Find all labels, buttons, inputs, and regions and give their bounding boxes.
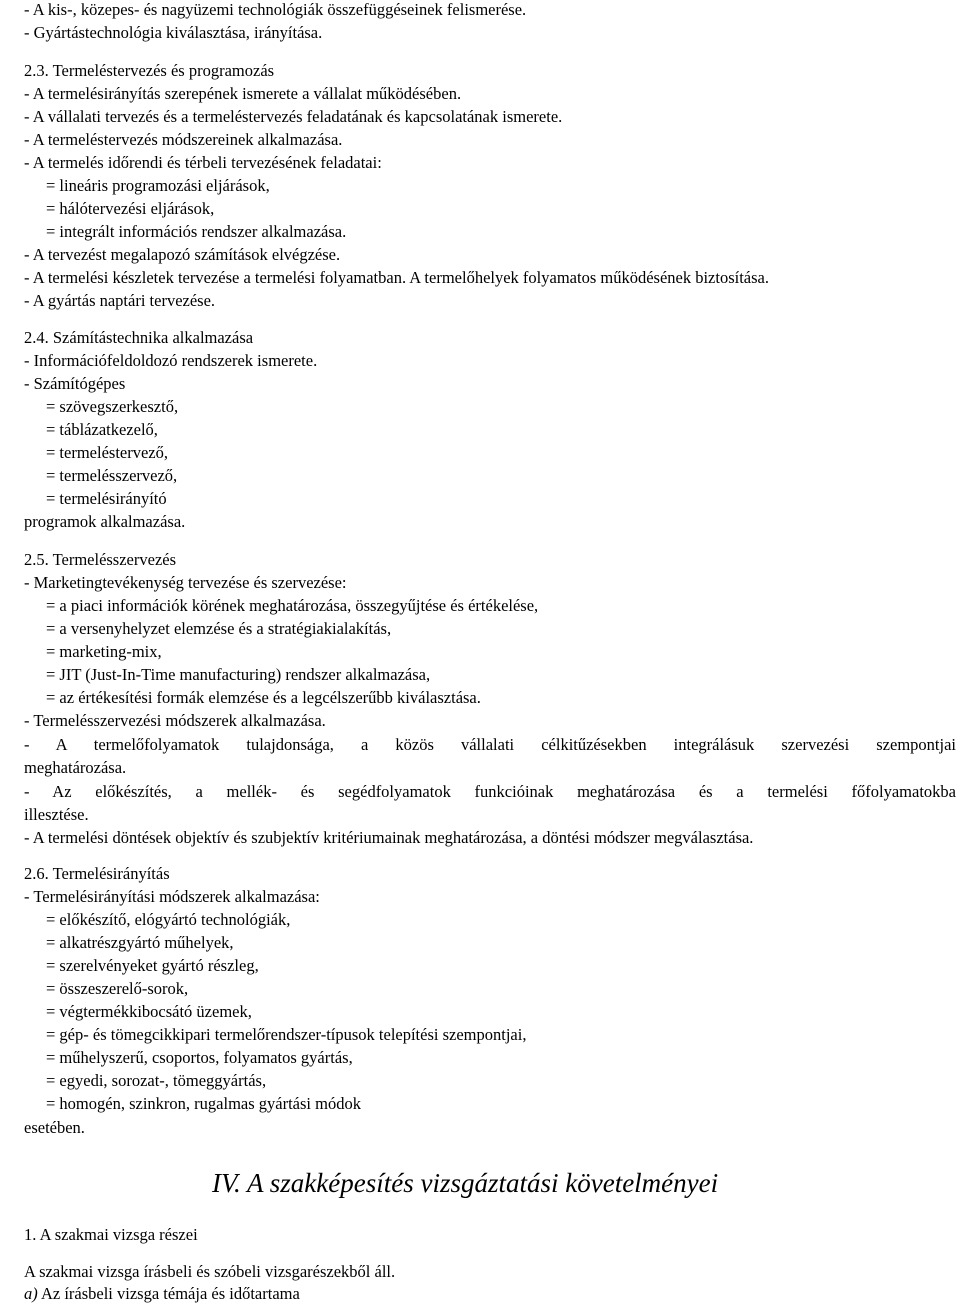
text-line: - Számítógépes xyxy=(24,374,126,393)
text-line: - A tervezést megalapozó számítások elvégzése. xyxy=(24,245,341,264)
section-heading-2-4: 2.4. Számítástechnika alkalmazása xyxy=(24,328,254,347)
text-line-justified: - A termelőfolyamatok tulajdonsága, a közös vállalati célkitűzésekben integrálásuk szervezési szempontjai xyxy=(24,735,956,754)
list-item: = integrált információs rendszer alkalmazása. xyxy=(46,222,347,241)
list-item: = egyedi, sorozat-, tömeggyártás, xyxy=(46,1071,267,1090)
text-line: - Gyártástechnológia kiválasztása, irányítása. xyxy=(24,23,323,42)
list-item: = lineáris programozási eljárások, xyxy=(46,176,270,195)
list-item: = gép- és tömegcikkipari termelőrendszer-típusok telepítési szempontjai, xyxy=(46,1025,527,1044)
list-item: = marketing-mix, xyxy=(46,642,162,661)
list-item: = szerelvényeket gyártó részleg, xyxy=(46,956,259,975)
list-item: = termelésszervező, xyxy=(46,466,178,485)
intro-text: A szakmai vizsga írásbeli és szóbeli vizsgarészekből áll. xyxy=(24,1262,396,1281)
list-item: = homogén, szinkron, rugalmas gyártási módok xyxy=(46,1094,361,1113)
sub-item-text: Az írásbeli vizsga témája és időtartama xyxy=(37,1284,300,1303)
chapter-title: IV. A szakképesítés vizsgáztatási követelményei xyxy=(212,1168,719,1198)
text-line-justified: - Az előkészítés, a mellék- és segédfolyamatok funkcióinak meghatározása és a termelési főfolyamatokba xyxy=(24,782,956,801)
sub-item-line xyxy=(24,1284,300,1304)
text-line: - A termelés időrendi és térbeli tervezésének feladatai: xyxy=(24,153,382,172)
list-item: = műhelyszerű, csoportos, folyamatos gyártás, xyxy=(46,1048,353,1067)
list-item: = a versenyhelyzet elemzése és a stratégiakialakítás, xyxy=(46,619,392,638)
list-item: = termelésirányító xyxy=(46,489,167,508)
section-heading-2-5: 2.5. Termelésszervezés xyxy=(24,550,177,569)
text-line: illesztése. xyxy=(24,805,89,824)
text-line: - A vállalati tervezés és a termeléstervezés feladatának és kapcsolatának ismerete. xyxy=(24,107,563,126)
text-line: - Információfeldoldozó rendszerek ismerete. xyxy=(24,351,318,370)
list-item: = hálótervezési eljárások, xyxy=(46,199,215,218)
text-line: - Termelésirányítási módszerek alkalmazása: xyxy=(24,887,320,906)
list-item: = szövegszerkesztő, xyxy=(46,397,179,416)
text-line: - A kis-, közepes- és nagyüzemi technológiák összefüggéseinek felismerése. xyxy=(24,0,527,19)
list-item: = a piaci információk körének meghatározása, összegyűjtése és értékelése, xyxy=(46,596,539,615)
text-line: esetében. xyxy=(24,1118,85,1137)
text-line: - A termelésirányítás szerepének ismerete a vállalat működésében. xyxy=(24,84,462,103)
list-item: = alkatrészgyártó műhelyek, xyxy=(46,933,234,952)
sub-item-marker: a) xyxy=(24,1284,38,1303)
list-item: = előkészítő, elógyártó technológiák, xyxy=(46,910,291,929)
section-heading-1: 1. A szakmai vizsga részei xyxy=(24,1225,198,1244)
list-item: = táblázatkezelő, xyxy=(46,420,158,439)
text-line: - Marketingtevékenység tervezése és szervezése: xyxy=(24,573,347,592)
text-line: - A termelési döntések objektív és szubjektív kritériumainak meghatározása, a döntési módszer megválasztása. xyxy=(24,828,754,847)
list-item: = termeléstervező, xyxy=(46,443,168,462)
list-item: = az értékesítési formák elemzése és a legcélszerűbb kiválasztása. xyxy=(46,688,481,707)
section-heading-2-3: 2.3. Termeléstervezés és programozás xyxy=(24,61,275,80)
text-line: - A termeléstervezés módszereinek alkalmazása. xyxy=(24,130,343,149)
text-line: programok alkalmazása. xyxy=(24,512,186,531)
list-item: = összeszerelő-sorok, xyxy=(46,979,189,998)
list-item: = végtermékkibocsátó üzemek, xyxy=(46,1002,252,1021)
text-line: - A termelési készletek tervezése a termelési folyamatban. A termelőhelyek folyamatos működésének biztosítása. xyxy=(24,268,769,287)
text-line: meghatározása. xyxy=(24,758,127,777)
text-line: - A gyártás naptári tervezése. xyxy=(24,291,216,310)
section-heading-2-6: 2.6. Termelésirányítás xyxy=(24,864,170,883)
text-line: - Termelésszervezési módszerek alkalmazása. xyxy=(24,711,326,730)
list-item: = JIT (Just-In-Time manufacturing) rendszer alkalmazása, xyxy=(46,665,431,684)
